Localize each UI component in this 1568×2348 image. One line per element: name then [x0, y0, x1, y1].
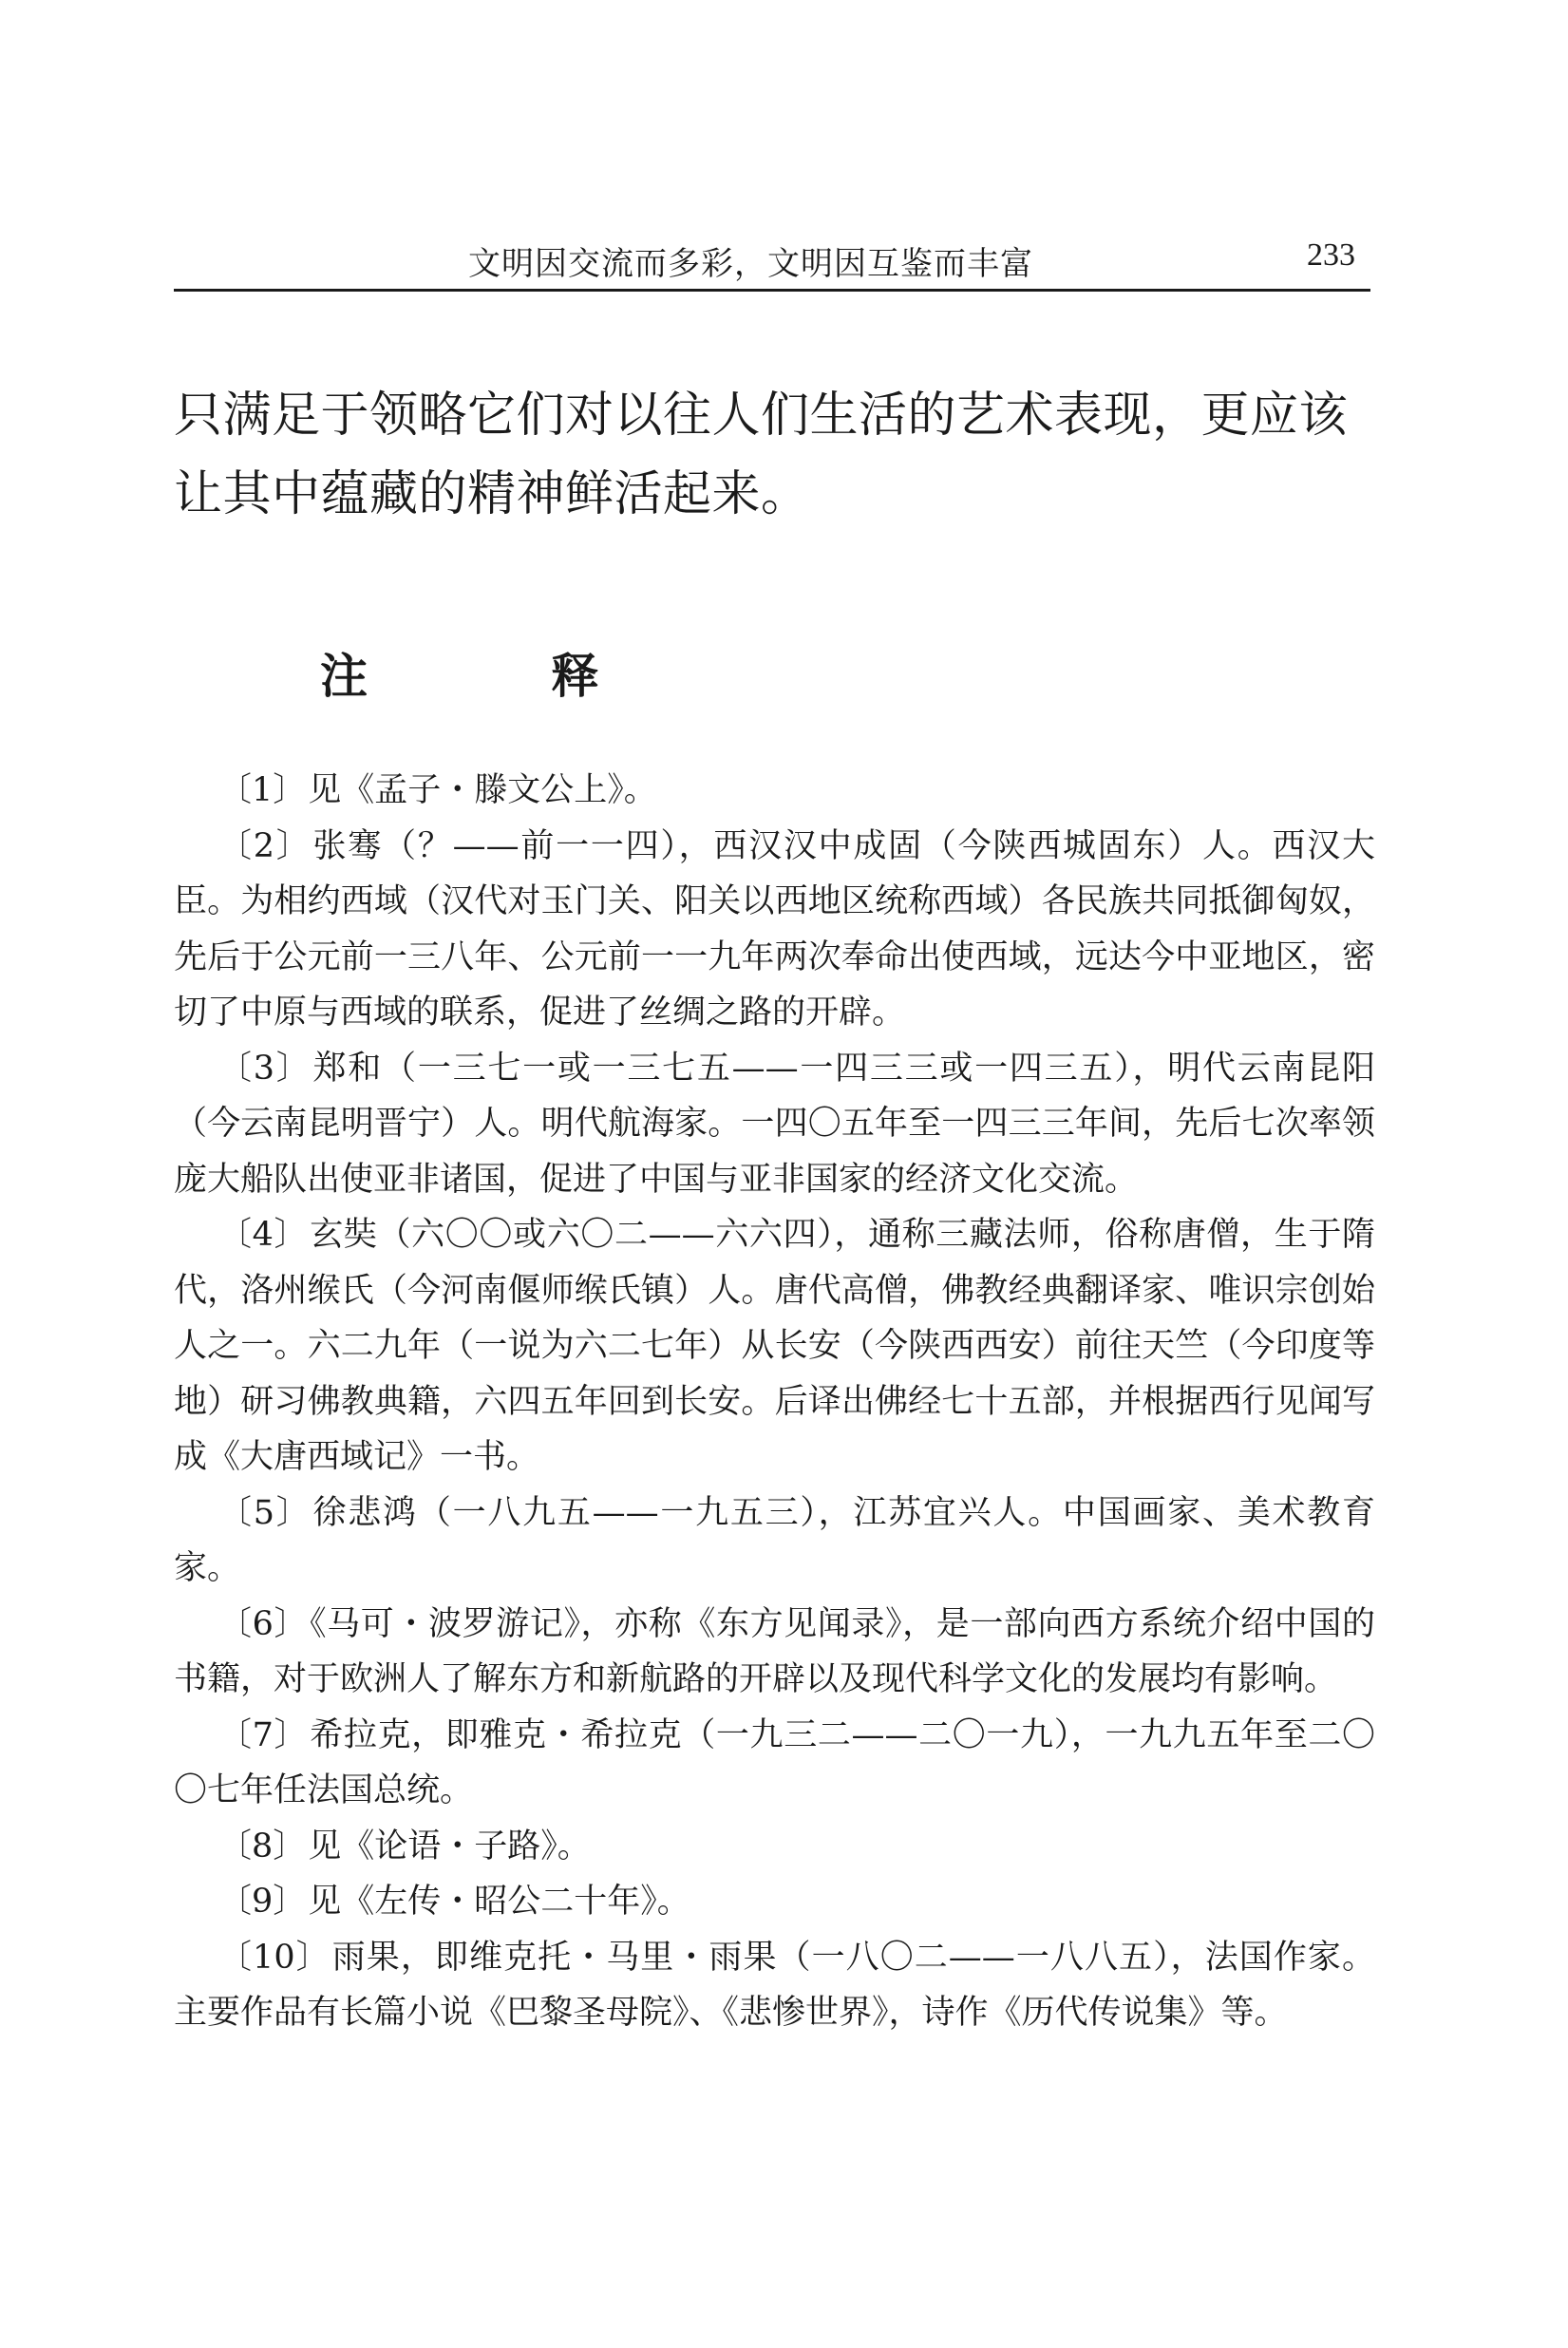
note-9	[174, 1874, 1375, 1930]
note-text: 徐悲鸿（一八九五——一九五三），江苏宜兴人。中国画家、美术教育家。	[174, 1493, 1375, 1587]
note-4	[174, 1207, 1375, 1486]
body-paragraph: 只满足于领略它们对以往人们生活的艺术表现，更应该让其中蕴藏的精神鲜活起来。	[174, 388, 1349, 522]
note-number: 〔3〕	[218, 1049, 312, 1088]
note-2	[174, 819, 1375, 1041]
note-number: 〔7〕	[218, 1715, 309, 1754]
note-number: 〔9〕	[218, 1883, 307, 1921]
running-header	[174, 228, 1370, 292]
note-text: 雨果，即维克托・马里・雨果（一八〇二——一八八五），法国作家。主要作品有长篇小说《巴黎圣母院》、《悲惨世界》，诗作《历代传说集》等。	[174, 1938, 1375, 2032]
note-text: 玄奘（六〇〇或六〇二——六六四），通称三藏法师，俗称唐僧，生于隋代，洛州缑氏（今河南偃师缑氏镇）人。唐代高僧，佛教经典翻译家、唯识宗创始人之一。六二九年（一说为六二七年）从长安（今陕西西安）前往天竺（今印度等地）研习佛教典籍，六四五年回到长安。后译出佛经七十五部，并根据西行见闻写成《大唐西域记》一书。	[174, 1216, 1375, 1476]
note-number: 〔6〕	[218, 1604, 309, 1643]
running-title: 文明因交流而多彩，文明因互鉴而丰富	[468, 245, 1033, 283]
notes-heading: 注 释	[320, 649, 683, 704]
note-number: 〔4〕	[218, 1216, 309, 1254]
note-8	[174, 1819, 1375, 1875]
note-number: 〔1〕	[218, 771, 307, 809]
note-text: 见《孟子・滕文公上》。	[308, 771, 657, 809]
note-number: 〔2〕	[218, 826, 312, 865]
notes-list	[174, 763, 1375, 2041]
page-number: 233	[1307, 237, 1355, 273]
note-6	[174, 1597, 1375, 1708]
note-5	[174, 1486, 1375, 1597]
note-text: 见《左传・昭公二十年》。	[308, 1883, 690, 1921]
note-7	[174, 1708, 1375, 1819]
note-1	[174, 763, 1375, 819]
note-number: 〔8〕	[218, 1827, 307, 1865]
note-text: 希拉克，即雅克・希拉克（一九三二——二〇一九），一九九五年至二〇〇七年任法国总统。	[174, 1715, 1375, 1809]
note-10	[174, 1930, 1375, 2041]
note-3	[174, 1041, 1375, 1208]
note-text: 见《论语・子路》。	[308, 1827, 591, 1865]
note-text: 郑和（一三七一或一三七五——一四三三或一四三五），明代云南昆阳（今云南昆明晋宁）人。明代航海家。一四〇五年至一四三三年间，先后七次率领庞大船队出使亚非诸国，促进了中国与亚非国家的经济文化交流。	[174, 1049, 1375, 1199]
note-number: 〔5〕	[218, 1493, 312, 1532]
note-number: 〔10〕	[218, 1938, 331, 1977]
note-text: 《马可・波罗游记》，亦称《东方见闻录》，是一部向西方系统介绍中国的书籍，对于欧洲人了解东方和新航路的开辟以及现代科学文化的发展均有影响。	[174, 1604, 1375, 1698]
note-text: 张骞（？——前一一四），西汉汉中成固（今陕西城固东）人。西汉大臣。为相约西域（汉代对玉门关、阳关以西地区统称西域）各民族共同抵御匈奴，先后于公元前一三八年、公元前一一九年两次奉命出使西域，远达今中亚地区，密切了中原与西域的联系，促进了丝绸之路的开辟。	[174, 826, 1375, 1032]
